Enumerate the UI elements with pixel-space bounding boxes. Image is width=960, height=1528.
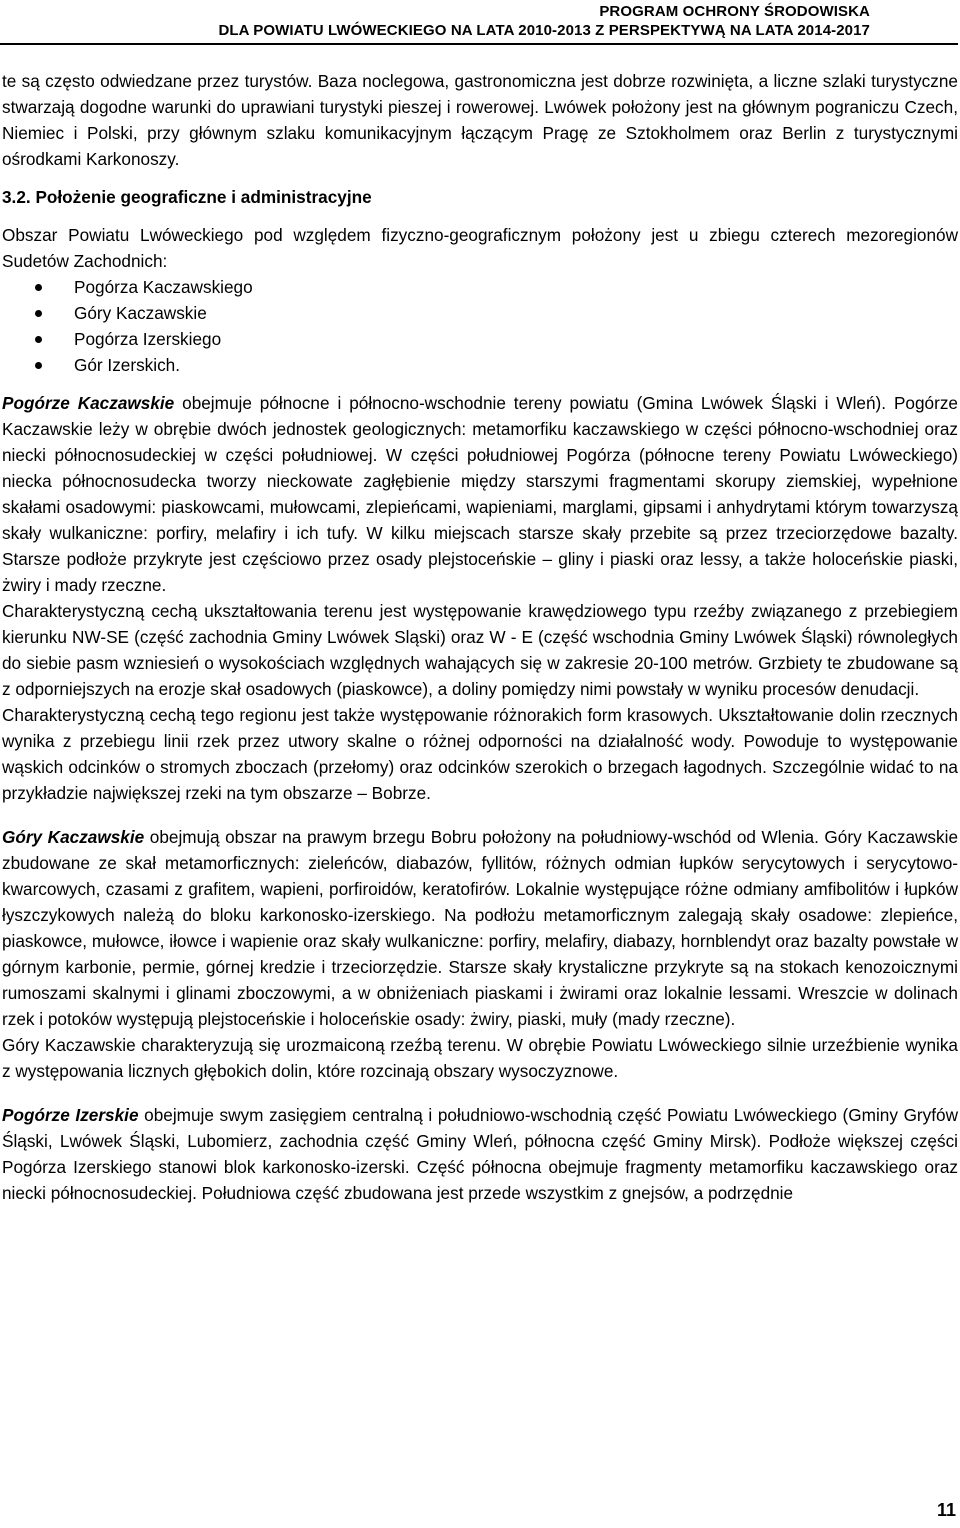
bullet-icon: [35, 284, 42, 291]
header-title-line1: PROGRAM OCHRONY ŚRODOWISKA: [599, 3, 870, 20]
spacer: [2, 806, 958, 824]
gory-kaczawskie-text: obejmują obszar na prawym brzegu Bobru położony na południowy-wschód od Wlenia. Góry Kaczawskie zbudowane ze skał metamorficznych: zieleńców, diabazów, fyllitów, różnych odmian łupków serycytowych i serycytowo-kwarcowych, czasami z grafitem, wapieni, porfiroidów, keratofirów. Lokalnie występujące różne odmiany amfibolitów i łupków łyszczykowych należą do bloku karkonosko-izerskiego. Na podłożu metamorficznym zalegają skały osadowe: zlepieńce, piaskowce, mułowce, iłowce i wapienie oraz skały wulkaniczne: porfiry, melafiry, diabazy, hornblendyt oraz bazalty powstałe w górnym karbonie, permie, górnej kredzie i trzeciorzędzie. Starsze skały krystaliczne przykryte są na stokach kenozoicznymi rumoszami skalnymi i glinami zboczowymi, a w obniżeniach piaskami i żwirami oraz lokalnie lessami. Wreszcie w dolinach rzek i potoków występują plejstoceńskie i holoceńskie osady: żwiry, piaski, muły (mady rzeczne).: [2, 827, 958, 1029]
page-content: [2, 68, 958, 1206]
list-item-text: Gór Izerskich.: [74, 355, 181, 375]
list-item: [2, 274, 958, 300]
page-number: 11: [936, 1500, 956, 1520]
spacer: [2, 1084, 958, 1102]
section-heading: 3.2. Położenie geograficzne i administracyjne: [2, 187, 372, 207]
pogorze-izerskie-text: obejmuje swym zasięgiem centralną i południowo-wschodnią część Powiatu Lwóweckiego (Gminy Gryfów Śląski, Lwówek Śląski, Lubomierz, zachodnia część Gminy Wleń, północna część Gminy Mirsk). Podłoże większej części Pogórza Izerskiego stanowi blok karkonosko-izerski. Część północna obejmuje fragmenty metamorfiku kaczawskiego oraz niecki północnosudeckiej. Południowa część zbudowana jest przede wszystkim z gnejsów, a podrzędnie: [2, 1105, 958, 1203]
spacer: [2, 210, 958, 222]
list-item: [2, 326, 958, 352]
pogorze-kaczawskie-paragraph: [2, 390, 958, 598]
page-header: [0, 2, 960, 40]
header-divider: [0, 43, 958, 45]
list-item-text: Góry Kaczawskie: [74, 303, 207, 323]
bullet-icon: [35, 362, 42, 369]
bullet-icon: [35, 336, 42, 343]
term-pogorze-kaczawskie: Pogórze Kaczawskie: [2, 393, 175, 413]
header-title-line2: DLA POWIATU LWÓWECKIEGO NA LATA 2010-2013 Z PERSPEKTYWĄ NA LATA 2014-2017: [218, 22, 870, 39]
list-item: [2, 352, 958, 378]
spacer: [2, 378, 958, 390]
term-gory-kaczawskie: Góry Kaczawskie: [2, 827, 145, 847]
gory-kaczawskie-paragraph: [2, 824, 958, 1032]
intro-paragraph: te są często odwiedzane przez turystów. Baza noclegowa, gastronomiczna jest dobrze rozwinięta, a liczne szlaki turystyczne stwarzają dogodne warunki do uprawiani turystyki pieszej i rowerowej. Lwówek położony jest na głównym pograniczu Czech, Niemiec i Polski, przy głównym szlaku komunikacyjnym łączącym Pragę ze Sztokholmem oraz Berlin z turystycznymi ośrodkami Karkonoszy.: [2, 71, 958, 169]
pogorze-izerskie-paragraph: [2, 1102, 958, 1206]
mezoregion-list: [2, 274, 958, 378]
spacer: [2, 172, 958, 184]
section-lead-paragraph: Obszar Powiatu Lwóweckiego pod względem fizyczno-geograficznym położony jest u zbiegu czterech mezoregionów Sudetów Zachodnich:: [2, 225, 958, 271]
karst-paragraph: Charakterystyczną cechą tego regionu jest także występowanie różnorakich form krasowych. Ukształtowanie dolin rzecznych wynika z przebiegu linii rzek przez utwory skalne o różnej odporności na działalność wody. Powoduje to występowanie wąskich odcinków o stromych zboczach (przełomy) oraz odcinków szerokich o brzegach łagodnych. Szczególnie widać to na przykładzie największej rzeki na tym obszarze – Bobrze.: [2, 705, 958, 803]
list-item: [2, 300, 958, 326]
pogorze-kaczawskie-text: obejmuje północne i północno-wschodnie tereny powiatu (Gmina Lwówek Śląski i Wleń). Pogórze Kaczawskie leży w obrębie dwóch jednostek geologicznych: metamorfiku kaczawskiego w części północno-wschodniej oraz niecki północnosudeckiej w części południowej. W części południowej Pogórza (północne tereny Powiatu Lwóweckiego) niecka północnosudecka tworzy nieckowate zagłębienie między starszymi fragmentami skorupy ziemskiej, wypełnione skałami osadowymi: piaskowcami, mułowcami, zlepieńcami, wapieniami, marglami, gipsami i anhydrytami którym towarzyszą skały wulkaniczne: porfiry, melafiry i ich tufy. W kilku miejscach starsze skały przebite są przez trzeciorzędowe bazalty. Starsze podłoże przykryte jest częściowo przez osady plejstoceńskie – gliny i piaski oraz lessy, a także holoceńskie piaski, żwiry i mady rzeczne.: [2, 393, 958, 595]
relief-paragraph: Charakterystyczną cechą ukształtowania terenu jest występowanie krawędziowego typu rzeźby związanego z przebiegiem kierunku NW-SE (część zachodnia Gminy Lwówek Sląski) oraz W - E (część wschodnia Gminy Lwówek Śląski) równoległych do siebie pasm wzniesień o wysokościach względnych wahających się w zakresie 20-100 metrów. Grzbiety te zbudowane są z odporniejszych na erozje skał osadowych (piaskowce), a doliny pomiędzy nimi powstały w wyniku procesów denudacji.: [2, 601, 958, 699]
term-pogorze-izerskie: Pogórze Izerskie: [2, 1105, 139, 1125]
list-item-text: Pogórza Izerskiego: [74, 329, 222, 349]
bullet-icon: [35, 310, 42, 317]
list-item-text: Pogórza Kaczawskiego: [74, 277, 253, 297]
gory-kaczawskie-relief-paragraph: Góry Kaczawskie charakteryzują się urozmaiconą rzeźbą terenu. W obrębie Powiatu Lwóweckiego silnie urzeźbienie wynika z występowania licznych głębokich dolin, które rozcinają obszary wysoczyznowe.: [2, 1035, 958, 1081]
